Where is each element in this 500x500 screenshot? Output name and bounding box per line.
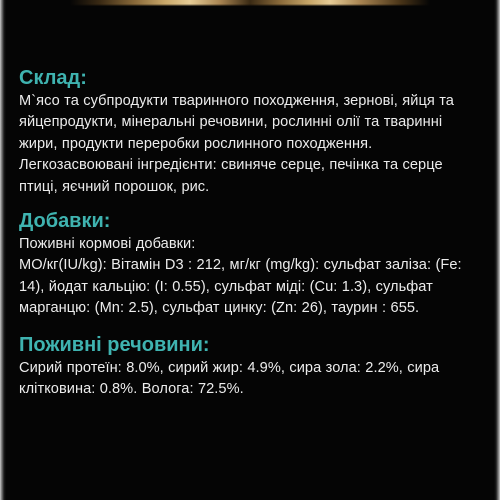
section-additives: [19, 209, 481, 320]
additives-list: МО/кг(IU/kg): Вітамін D3 : 212, мг/кг (mg/kg): сульфат заліза: (Fe: 14), йодат кальцію: (I: 0.55), сульфат міді: (Cu: 1.3), сульфат марганцю: (Mn: 2.5), сульфат цинку: (Zn: 26), таурин : 655.: [19, 257, 462, 317]
additives-intro: Поживні кормові добавки:: [19, 236, 196, 253]
nutrients-heading: Поживні речовини:: [19, 333, 210, 356]
composition-heading: Склад:: [19, 67, 87, 89]
section-composition: [19, 66, 481, 198]
additives-heading: Добавки:: [19, 210, 111, 233]
right-edge-highlight: [494, 0, 500, 500]
section-nutrients: [19, 333, 481, 401]
label-text: [19, 66, 481, 400]
nutrients-values: Сирий протеїн: 8.0%, сирий жир: 4.9%, сира зола: 2.2%, сира клітковина: 0.8%. Волога: 72.5%.: [19, 359, 440, 398]
composition-ingredients: М`ясо та субпродукти тваринного походження, зернові, яйця та яйцепродукти, мінеральні речовини, рослинні олії та тваринні жири, продукти переробки рослинного походження.: [19, 93, 454, 152]
composition-digestible: Легкозасвоювані інгредієнти: свиняче серце, печінка та серце птиці, яєчний порошок, рис.: [19, 157, 443, 195]
gold-accent-bar: [0, 0, 500, 6]
left-edge-highlight: [0, 0, 6, 500]
